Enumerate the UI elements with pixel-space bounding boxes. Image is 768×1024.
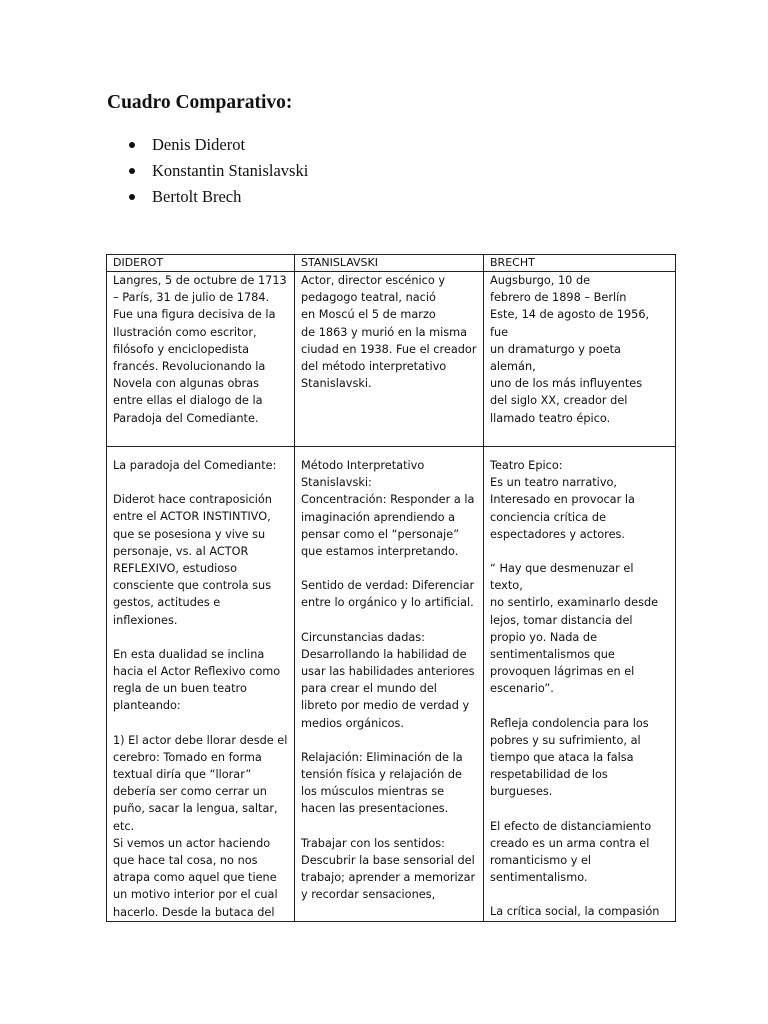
paragraph: Método Interpretativo Stanislavski: Concentración: Responder a la imaginación aprendiendo a pensar como el “personaje” que estamos interpretando. — [301, 459, 475, 559]
paragraph: Relajación: Eliminación de la tensión física y relajación de los músculos mientras se hacen las presentaciones. — [301, 750, 463, 816]
paragraph: Circunstancias dadas: Desarrollando la habilidad de usar las habilidades anteriores para crear el mundo del libreto por medio de verdad y medios orgánicos. — [301, 630, 475, 730]
cell-brecht-method — [484, 447, 676, 922]
paragraph: El efecto de distanciamiento creado es un arma contra el romanticismo y el sentimentalismo. — [490, 819, 652, 885]
paragraph: Diderot hace contraposición entre el ACTOR INSTINTIVO, que se posesiona y vive su personaje, vs. al ACTOR REFLEXIVO, estudioso consciente que controla sus gestos, actitudes e inflexiones. — [113, 493, 272, 627]
paragraph: Trabajar con los sentidos: Descubrir la base sensorial del trabajo; aprender a memorizar y recordar sensaciones, — [301, 836, 476, 902]
author-name: Bertolt Brech — [152, 187, 242, 206]
author-list-item — [125, 184, 308, 210]
author-name: Denis Diderot — [152, 135, 246, 154]
paragraph: La crítica social, la compasión — [490, 905, 660, 919]
page-title: Cuadro Comparativo: — [107, 92, 293, 113]
paragraph: La paradoja del Comediante: — [113, 459, 277, 472]
cell-diderot-bio — [107, 272, 295, 447]
paragraph: 1) El actor debe llorar desde el cerebro: Tomado en forma textual diría que “llorar” debería ser como cerrar un puño, sacar la lengua, saltar, etc. Si vemos un actor haciendo que hace tal cosa, no nos atrapa como aquel que tiene un motivo interior por el cual hacerlo. Desde la butaca del — [113, 733, 288, 919]
author-name: Konstantin Stanislavski — [152, 161, 309, 180]
header-stanislavski: STANISLAVSKI — [295, 255, 484, 272]
cell-text: Augsburgo, 10 de febrero de 1898 – Berlín Este, 14 de agosto de 1956, fue un dramaturgo y poeta alemán, uno de los más influyentes del siglo XX, creador del llamado teatro épico. — [490, 274, 650, 425]
cell-stanislavski-bio — [295, 272, 484, 447]
paragraph: Sentido de verdad: Diferenciar entre lo orgánico y lo artificial. — [301, 579, 475, 610]
paragraph: “ Hay que desmenuzar el texto, no sentirlo, examinarlo desde lejos, tomar distancia del propio yo. Nada de sentimentalismos que provoquen lágrimas en el escenario”. — [490, 562, 659, 696]
paragraph: En esta dualidad se inclina hacia el Actor Reflexivo como regla de un buen teatro planteando: — [113, 647, 281, 713]
cell-diderot-method — [107, 447, 295, 922]
header-brecht: BRECHT — [484, 255, 676, 272]
paragraph: Teatro Epico: Es un teatro narrativo, Interesado en provocar la conciencia crítica de espectadores y actores. — [490, 459, 635, 541]
bullet-icon — [129, 142, 135, 148]
author-list-item — [125, 132, 308, 158]
bullet-icon — [129, 194, 135, 200]
cell-brecht-bio — [484, 272, 676, 447]
comparison-table — [106, 254, 676, 922]
paragraph: Refleja condolencia para los pobres y su sufrimiento, al tiempo que ataca la falsa respetabilidad de los burgueses. — [490, 716, 649, 799]
table-row-biography — [107, 272, 676, 447]
table-header-row — [107, 255, 676, 272]
bullet-icon — [129, 168, 135, 174]
header-diderot: DIDEROT — [107, 255, 295, 272]
table-row-method — [107, 447, 676, 922]
author-list — [125, 132, 308, 210]
cell-stanislavski-method — [295, 447, 484, 922]
cell-text: Langres, 5 de octubre de 1713 – París, 31 de julio de 1784. Fue una figura decisiva de la Ilustración como escritor, filósofo y enciclopedista francés. Revolucionando la Novela con algunas obras entre ellas el dialogo de la Paradoja del Comediante. — [113, 274, 287, 425]
cell-text: Actor, director escénico y pedagogo teatral, nació en Moscú el 5 de marzo de 1863 y murió en la misma ciudad en 1938. Fue el creador del método interpretativo Stanislavski. — [301, 274, 477, 391]
author-list-item — [125, 158, 308, 184]
